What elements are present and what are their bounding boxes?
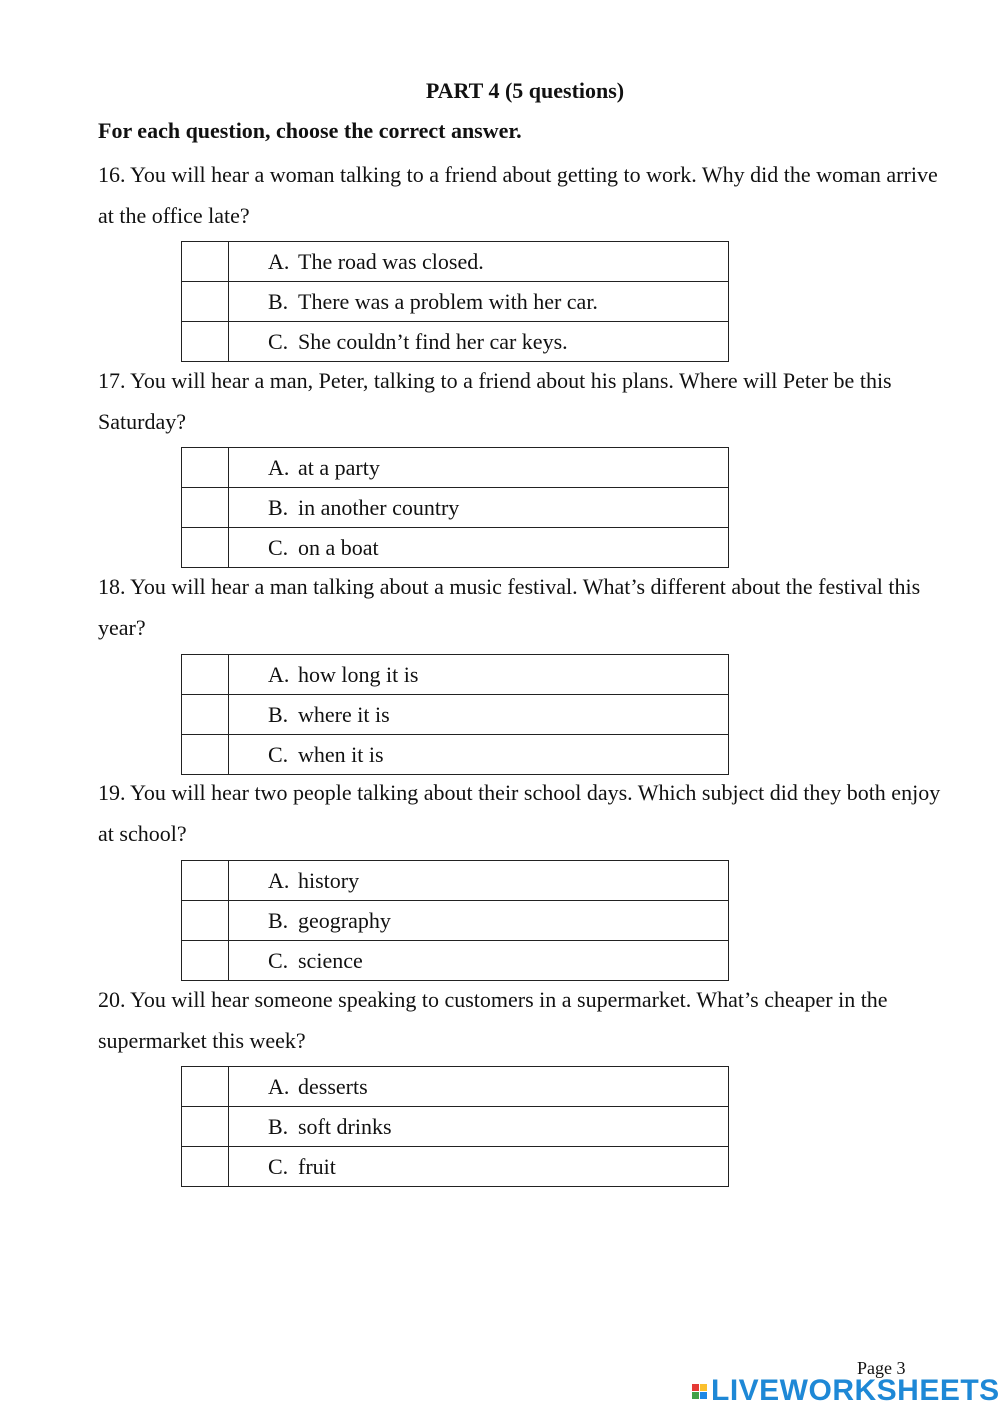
- answer-box[interactable]: [182, 1067, 229, 1107]
- option-cell: [229, 901, 729, 941]
- option-cell: [229, 322, 729, 362]
- option-text: fruit: [298, 1153, 336, 1179]
- answer-box[interactable]: [182, 1107, 229, 1147]
- option-letter: C.: [268, 947, 289, 973]
- option-cell: [229, 735, 729, 775]
- option-row: [182, 695, 729, 735]
- answer-box[interactable]: [182, 655, 229, 695]
- option-row: [182, 322, 729, 362]
- option-letter: B.: [268, 701, 289, 727]
- option-text: science: [298, 947, 363, 973]
- option-text: how long it is: [298, 661, 419, 687]
- option-letter: A.: [268, 1073, 290, 1099]
- liveworksheets-logo[interactable]: [692, 1374, 1000, 1408]
- option-letter: A.: [268, 454, 290, 480]
- options-table-16: [181, 241, 729, 362]
- option-row: [182, 488, 729, 528]
- option-cell: [229, 282, 729, 322]
- option-row: [182, 528, 729, 568]
- answer-box[interactable]: [182, 528, 229, 568]
- option-row: [182, 1107, 729, 1147]
- option-row: [182, 1147, 729, 1187]
- options-table-19: [181, 860, 729, 981]
- option-row: [182, 448, 729, 488]
- question-20: 20. You will hear someone speaking to customers in a supermarket. What’s cheaper in the supermarket this week?: [98, 987, 888, 1053]
- option-row: [182, 655, 729, 695]
- answer-box[interactable]: [182, 735, 229, 775]
- option-letter: C.: [268, 328, 289, 354]
- option-letter: B.: [268, 1113, 289, 1139]
- option-text: when it is: [298, 741, 384, 767]
- answer-box[interactable]: [182, 695, 229, 735]
- option-cell: [229, 448, 729, 488]
- option-letter: B.: [268, 288, 289, 314]
- option-letter: C.: [268, 534, 289, 560]
- option-text: There was a problem with her car.: [298, 288, 598, 314]
- option-letter: C.: [268, 741, 289, 767]
- option-cell: [229, 941, 729, 981]
- option-cell: [229, 655, 729, 695]
- option-letter: C.: [268, 1153, 289, 1179]
- logo-square: [700, 1392, 707, 1399]
- option-letter: A.: [268, 661, 290, 687]
- logo-text: LIVEWORKSHEETS: [711, 1374, 1000, 1407]
- option-row: [182, 901, 729, 941]
- option-text: at a party: [298, 454, 380, 480]
- option-text: geography: [298, 907, 391, 933]
- options-table-17: [181, 447, 729, 568]
- instruction: For each question, choose the correct answer.: [98, 118, 522, 143]
- option-row: [182, 282, 729, 322]
- page-number: Page 3: [857, 1358, 906, 1378]
- options-table-20: [181, 1066, 729, 1187]
- option-letter: B.: [268, 907, 289, 933]
- option-text: soft drinks: [298, 1113, 392, 1139]
- answer-box[interactable]: [182, 861, 229, 901]
- answer-box[interactable]: [182, 488, 229, 528]
- option-cell: [229, 861, 729, 901]
- option-row: [182, 735, 729, 775]
- option-text: desserts: [298, 1073, 368, 1099]
- option-text: The road was closed.: [298, 248, 484, 274]
- question-16: 16. You will hear a woman talking to a friend about getting to work. Why did the woman arrive at the office late?: [98, 162, 938, 228]
- logo-square: [692, 1392, 699, 1399]
- answer-box[interactable]: [182, 282, 229, 322]
- question-17: 17. You will hear a man, Peter, talking to a friend about his plans. Where will Peter be this Saturday?: [98, 368, 892, 434]
- option-text: history: [298, 867, 360, 893]
- option-text: on a boat: [298, 534, 379, 560]
- answer-box[interactable]: [182, 242, 229, 282]
- logo-grid-icon: [692, 1384, 707, 1399]
- options-table-18: [181, 654, 729, 775]
- option-letter: A.: [268, 867, 290, 893]
- question-18: 18. You will hear a man talking about a music festival. What’s different about the festival this year?: [98, 574, 921, 640]
- option-cell: [229, 1147, 729, 1187]
- option-cell: [229, 695, 729, 735]
- answer-box[interactable]: [182, 941, 229, 981]
- option-text: in another country: [298, 494, 460, 520]
- option-row: [182, 941, 729, 981]
- question-19: 19. You will hear two people talking about their school days. Which subject did they both enjoy at school?: [98, 780, 941, 846]
- answer-box[interactable]: [182, 1147, 229, 1187]
- option-text: She couldn’t find her car keys.: [298, 328, 568, 354]
- option-letter: A.: [268, 248, 290, 274]
- answer-box[interactable]: [182, 901, 229, 941]
- option-cell: [229, 528, 729, 568]
- option-letter: B.: [268, 494, 289, 520]
- answer-box[interactable]: [182, 448, 229, 488]
- option-cell: [229, 1067, 729, 1107]
- page-title: PART 4 (5 questions): [425, 78, 625, 103]
- logo-square: [692, 1384, 699, 1391]
- option-text: where it is: [298, 701, 390, 727]
- option-row: [182, 1067, 729, 1107]
- option-cell: [229, 242, 729, 282]
- option-cell: [229, 1107, 729, 1147]
- option-cell: [229, 488, 729, 528]
- logo-square: [700, 1384, 707, 1391]
- option-row: [182, 242, 729, 282]
- answer-box[interactable]: [182, 322, 229, 362]
- option-row: [182, 861, 729, 901]
